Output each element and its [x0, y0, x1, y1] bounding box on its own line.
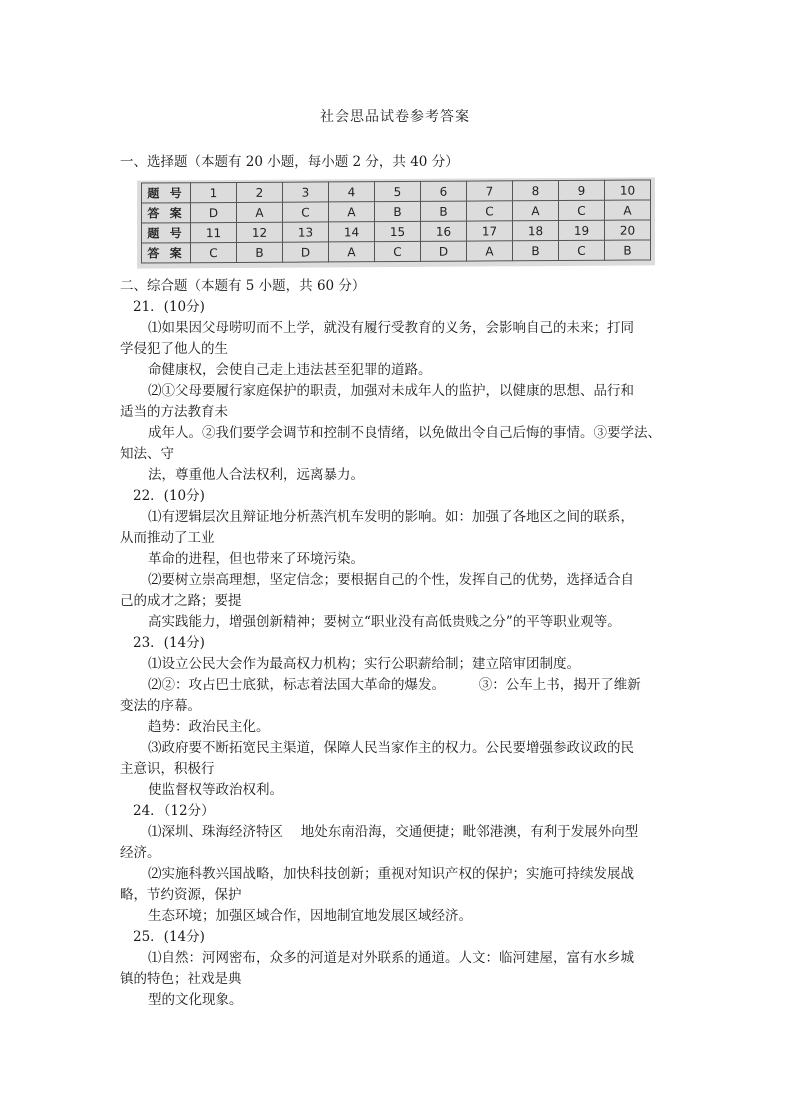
table-cell: 16 — [421, 221, 467, 241]
answer-text-line: ⑵要树立崇高理想，坚定信念；要根据自己的个性，发挥自己的优势，选择适合自 — [148, 572, 634, 588]
table-cell: 8 — [513, 181, 559, 201]
table-cell: 10 — [605, 180, 651, 200]
answer-text-line: 法，尊重他人合法权利，远离暴力。 — [148, 467, 364, 483]
table-cell: 2 — [237, 182, 283, 202]
answer-text-line: ⑵②：攻占巴士底狱，标志着法国大革命的爆发。 ③：公车上书，揭开了维新 — [148, 677, 641, 693]
answer-text-line: 成年人。②我们要学会调节和控制不良情绪，以免做出令自己后悔的事情。③要学法、 — [148, 425, 661, 441]
section2-heading: 二、综合题（本题有 5 小题，共 60 分） — [120, 278, 366, 294]
table-row-answers-2 — [142, 240, 651, 263]
table-cell: C — [283, 202, 329, 222]
table-cell: C — [375, 241, 421, 261]
table-cell: 9 — [559, 180, 605, 200]
table-cell: B — [237, 242, 283, 262]
answer-text-line: 高实践能力，增强创新精神；要树立“职业没有高低贵贱之分”的平等职业观等。 — [148, 614, 621, 630]
table-cell: 17 — [467, 221, 513, 241]
table-cell: 3 — [283, 182, 329, 202]
row-label-answer: 答 案 — [142, 243, 191, 263]
table-cell: B — [605, 240, 651, 260]
row-label-answer: 答 案 — [142, 203, 191, 223]
answer-text-line: ⑴如果因父母唠叨而不上学，就没有履行受教育的义务，会影响自己的未来；打同 — [148, 320, 634, 336]
answer-text-line: 知法、守 — [120, 446, 174, 462]
answer-text-line: 己的成才之路；要提 — [120, 593, 242, 609]
table-cell: 14 — [329, 222, 375, 242]
table-cell: 12 — [237, 222, 283, 242]
table-cell: C — [191, 242, 237, 262]
question-24-heading: 24．（12分） — [133, 803, 215, 819]
answer-table — [141, 179, 651, 263]
answer-text-line: 生态环境；加强区域合作，因地制宜地发展区域经济。 — [148, 908, 472, 924]
question-25-heading: 25．(14分) — [133, 929, 205, 945]
table-cell: C — [559, 200, 605, 220]
table-cell: D — [283, 242, 329, 262]
answer-text-line: ⑵实施科教兴国战略，加快科技创新；重视对知识产权的保护；实施可持续发展战 — [148, 866, 634, 882]
table-cell: 15 — [375, 221, 421, 241]
table-cell: B — [375, 201, 421, 221]
table-cell: A — [467, 241, 513, 261]
table-cell: C — [467, 201, 513, 221]
answer-text-line: 学侵犯了他人的生 — [120, 341, 228, 357]
table-cell: A — [237, 202, 283, 222]
answer-text-line: 镇的特色；社戏是典 — [120, 971, 242, 987]
answer-text-line: ⑵①父母要履行家庭保护的职责，加强对未成年人的监护，以健康的思想、品行和 — [148, 383, 634, 399]
table-cell: A — [513, 201, 559, 221]
answer-text-line: 命健康权，会使自己走上违法甚至犯罪的道路。 — [148, 362, 432, 378]
row-label-number: 题 号 — [142, 223, 191, 243]
table-cell: A — [605, 200, 651, 220]
table-cell: 4 — [329, 182, 375, 202]
table-cell: B — [513, 241, 559, 261]
answer-text-line: 趋势：政治民主化。 — [148, 719, 270, 735]
answer-text-line: 经济。 — [120, 845, 161, 861]
table-cell: 20 — [605, 220, 651, 240]
answer-text-line: 变法的序幕。 — [120, 698, 201, 714]
answer-text-line: ⑴设立公民大会作为最高权力机构；实行公职薪给制；建立陪审团制度。 — [148, 656, 580, 672]
table-cell: 6 — [421, 181, 467, 201]
answer-text-line: 适当的方法教育未 — [120, 404, 228, 420]
question-22-heading: 22．(10分) — [133, 488, 205, 504]
row-label-number: 题 号 — [142, 183, 191, 203]
page-title: 社会思品试卷参考答案 — [320, 109, 470, 125]
answer-text-line: ⑶政府要不断拓宽民主渠道，保障人民当家作主的权力。公民要增强参政议政的民 — [148, 740, 634, 756]
table-cell: A — [329, 202, 375, 222]
table-cell: 19 — [559, 220, 605, 240]
table-cell: C — [559, 240, 605, 260]
answer-text-line: 型的文化现象。 — [148, 992, 243, 1008]
table-cell: 13 — [283, 222, 329, 242]
table-cell: A — [329, 242, 375, 262]
table-cell: 18 — [513, 221, 559, 241]
table-cell: 7 — [467, 181, 513, 201]
table-cell: D — [421, 241, 467, 261]
question-21-heading: 21．(10分) — [133, 299, 205, 315]
answer-text-line: 革命的进程，但也带来了环境污染。 — [148, 551, 364, 567]
answer-text-line: 从而推动了工业 — [120, 530, 215, 546]
table-cell: 11 — [191, 222, 237, 242]
table-cell: 1 — [191, 182, 237, 202]
answer-text-line: ⑴自然：河网密布，众多的河道是对外联系的通道。人文：临河建屋，富有水乡城 — [148, 950, 634, 966]
answer-text-line: ⑴深圳、珠海经济特区 地处东南沿海，交通便捷；毗邻港澳，有利于发展外向型 — [148, 824, 639, 840]
answer-text-line: ⑴有逻辑层次且辩证地分析蒸汽机车发明的影响。如：加强了各地区之间的联系， — [148, 509, 634, 525]
section1-heading: 一、选择题（本题有 20 小题，每小题 2 分，共 40 分） — [120, 154, 459, 170]
answer-text-line: 使监督权等政治权利。 — [148, 782, 283, 798]
table-cell: D — [191, 202, 237, 222]
answer-text-line: 主意识，积极行 — [120, 761, 215, 777]
answer-table-image — [137, 177, 655, 268]
question-23-heading: 23．(14分) — [133, 635, 205, 651]
table-cell: 5 — [375, 181, 421, 201]
answer-text-line: 略，节约资源，保护 — [120, 887, 242, 903]
table-cell: B — [421, 201, 467, 221]
